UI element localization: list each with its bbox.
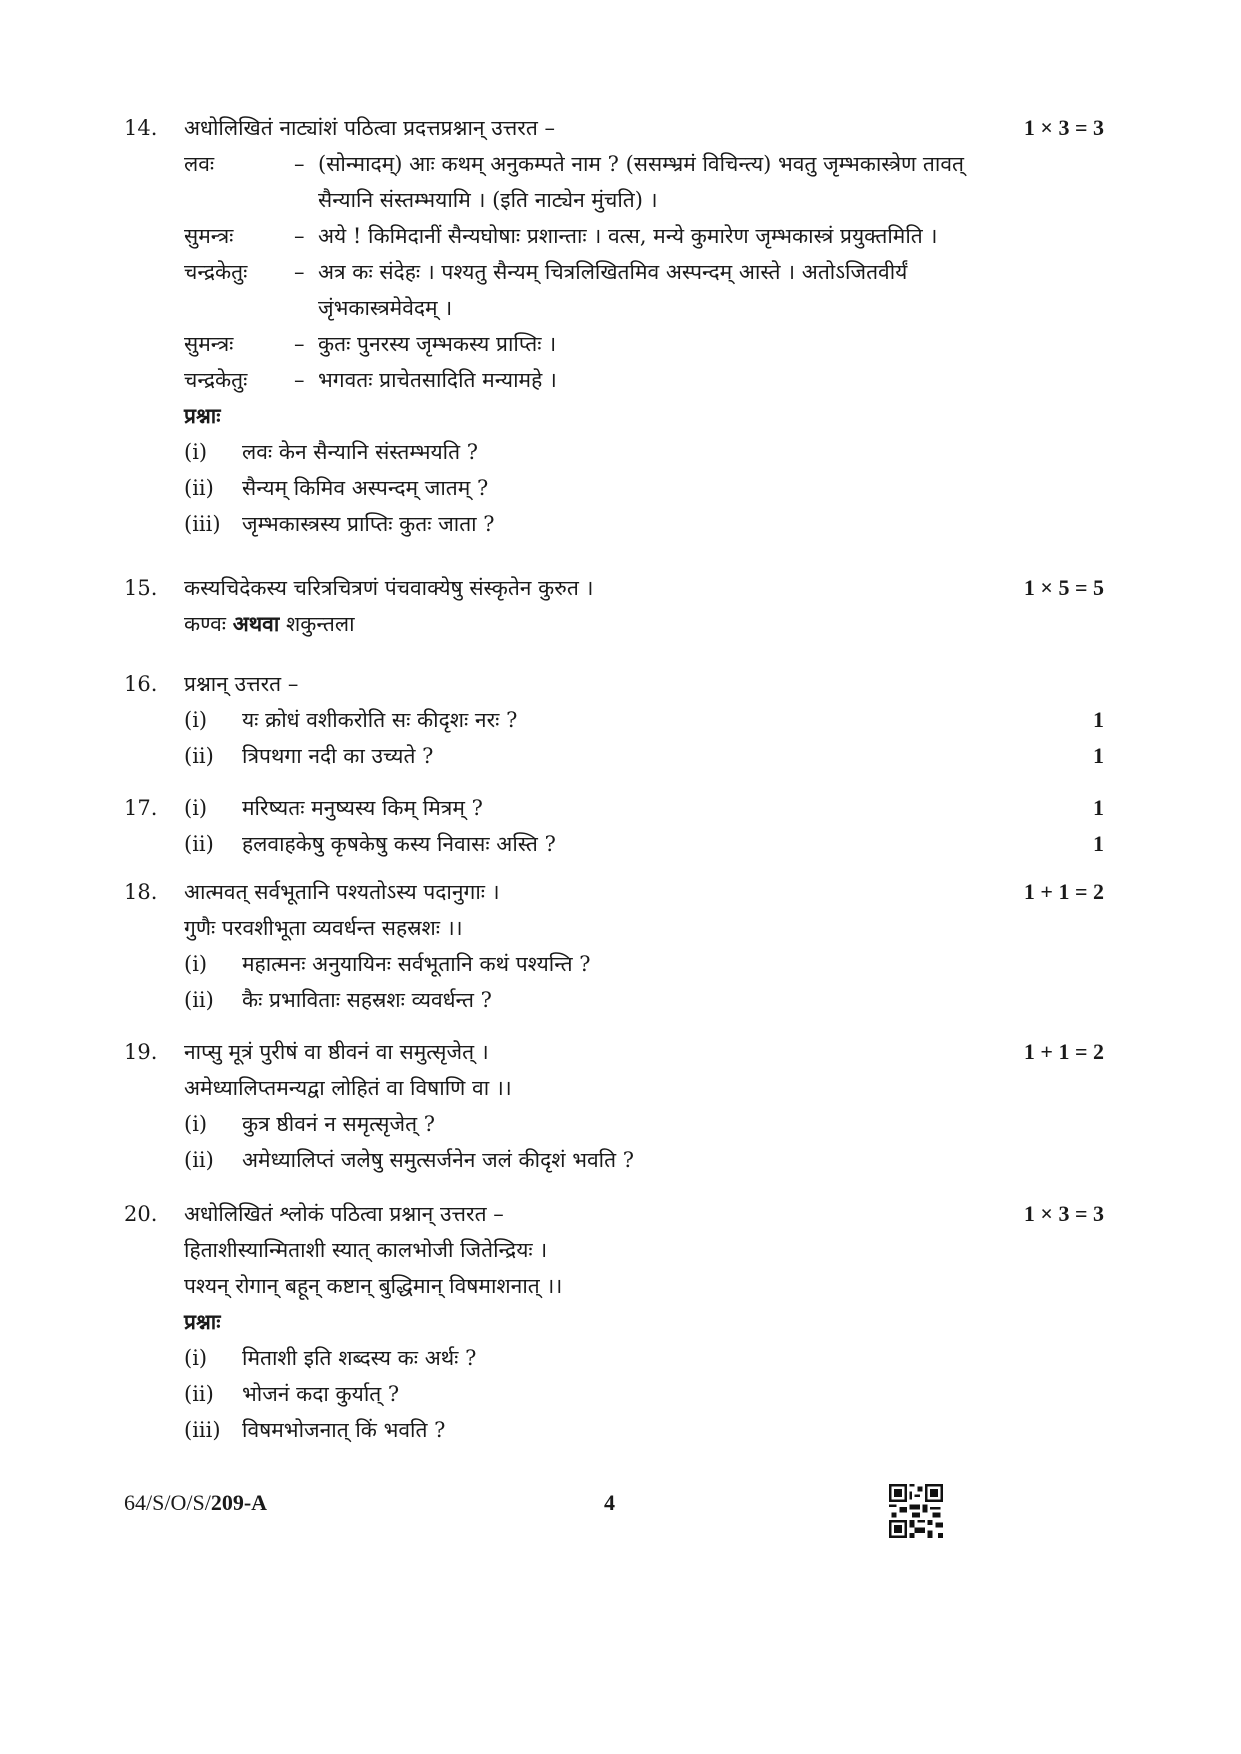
dash: – <box>294 332 305 356</box>
sub-question <box>184 1412 1104 1448</box>
sub-text: कुत्र ष्ठीवनं न समृत्सृजेत् ? <box>242 1112 435 1136</box>
sub-number: (iii) <box>184 1418 221 1442</box>
sub-number: (i) <box>184 1346 208 1370</box>
sub-number: (iii) <box>184 512 221 536</box>
dialogue-line <box>184 326 1104 362</box>
sub-text: जृम्भकास्त्रस्य प्राप्तिः कुतः जाता ? <box>242 512 495 536</box>
question-number: 16. <box>124 672 158 696</box>
sub-question <box>184 1106 1104 1142</box>
sub-number: (ii) <box>184 988 214 1012</box>
sub-text: त्रिपथगा नदी का उच्यते ? <box>242 744 434 768</box>
sub-number: (i) <box>184 708 208 732</box>
dialogue-line <box>184 362 1104 398</box>
sub-question <box>184 826 1104 862</box>
marks: 1 + 1 = 2 <box>1023 879 1104 904</box>
sub-text: कैः प्रभाविताः सहस्रशः व्यवर्धन्त ? <box>242 988 492 1012</box>
sub-question <box>184 1376 1104 1412</box>
speaker: लवः <box>184 152 215 176</box>
question-15 <box>124 570 1104 642</box>
sub-text: भोजनं कदा कुर्यात् ? <box>242 1382 400 1406</box>
marks: 1 + 1 = 2 <box>1023 1039 1104 1064</box>
dialogue-line <box>184 146 1104 218</box>
sub-number: (ii) <box>184 1382 214 1406</box>
paper-code-bold: 209-A <box>210 1490 268 1515</box>
question-number: 18. <box>124 880 158 904</box>
verse-line: नाप्सु मूत्रं पुरीषं वा ष्ठीवनं वा समुत्सृजेत् । <box>184 1040 489 1064</box>
question-17 <box>124 790 1104 862</box>
verse-line: गुणैः परवशीभूता व्यवर्धन्त सहस्रशः ।। <box>184 916 463 940</box>
speaker: सुमन्त्रः <box>184 224 234 248</box>
marks: 1 × 5 = 5 <box>1023 575 1104 600</box>
verse-line: अमेध्यालिप्तमन्यद्वा लोहितं वा विषाणि वा ।। <box>184 1076 512 1100</box>
verse-line: पश्यन् रोगान् बहून् कष्टान् बुद्धिमान् विषमाशनात् ।। <box>184 1274 563 1298</box>
page-footer <box>124 1490 1104 1530</box>
sub-question <box>184 1142 1104 1178</box>
question-18 <box>124 874 1104 1018</box>
speech: (सोन्मादम्) आः कथम् अनुकम्पते नाम ? (ससम्भ्रमं विचिन्त्य) भवतु जृम्भकास्त्रेण तावत् सैन्यानि संस्तम्भयामि । (इति नाट्येन मुंचति) । <box>318 152 964 212</box>
sub-text: विषमभोजनात् किं भवति ? <box>242 1418 446 1442</box>
sub-question <box>184 1340 1104 1376</box>
sub-text: महात्मनः अनुयायिनः सर्वभूतानि कथं पश्यन्ति ? <box>242 952 591 976</box>
choice-line <box>184 606 1104 642</box>
question-text: कस्यचिदेकस्य चरित्रचित्रणं पंचवाक्येषु संस्कृतेन कुरुत । <box>184 576 594 600</box>
dash: – <box>294 260 305 284</box>
dialogue-line <box>184 254 1104 326</box>
sub-question <box>184 946 1104 982</box>
or-label: अथवा <box>232 611 280 636</box>
question-14 <box>124 110 1104 542</box>
speaker: चन्द्रकेतुः <box>184 260 248 284</box>
sub-number: (ii) <box>184 1148 214 1172</box>
sub-question <box>184 470 1104 506</box>
question-16 <box>124 666 1104 774</box>
sub-text: मिताशी इति शब्दस्य कः अर्थः ? <box>242 1346 477 1370</box>
sub-question <box>184 790 1104 826</box>
question-number: 19. <box>124 1040 158 1064</box>
sub-text: मरिष्यतः मनुष्यस्य किम् मित्रम् ? <box>242 796 483 820</box>
paper-code <box>124 1490 267 1516</box>
sub-text: यः क्रोधं वशीकरोति सः कीदृशः नरः ? <box>242 708 518 732</box>
sub-text: लवः केन सैन्यानि संस्तम्भयति ? <box>242 440 478 464</box>
sub-text: हलवाहकेषु कृषकेषु कस्य निवासः अस्ति ? <box>242 832 556 856</box>
sub-question <box>184 982 1104 1018</box>
speech: अये ! किमिदानीं सैन्यघोषाः प्रशान्ताः । वत्स, मन्ये कुमारेण जृम्भकास्त्रं प्रयुक्तमिति । <box>318 224 938 248</box>
speaker: सुमन्त्रः <box>184 332 234 356</box>
dash: – <box>294 368 305 392</box>
sub-number: (ii) <box>184 832 214 856</box>
choice-b: शकुन्तला <box>285 612 355 636</box>
question-20 <box>124 1196 1104 1448</box>
dialogue-line <box>184 218 1104 254</box>
sub-marks: 1 <box>1093 707 1104 732</box>
sub-marks: 1 <box>1093 795 1104 820</box>
speaker: चन्द्रकेतुः <box>184 368 248 392</box>
sub-question <box>184 434 1104 470</box>
sub-number: (ii) <box>184 476 214 500</box>
choice-a: कण्वः <box>184 612 227 636</box>
question-text: प्रश्नान् उत्तरत – <box>184 672 299 696</box>
sub-marks: 1 <box>1093 831 1104 856</box>
marks: 1 × 3 = 3 <box>1023 115 1104 140</box>
questions-label: प्रश्नाः <box>184 403 221 428</box>
marks: 1 × 3 = 3 <box>1023 1201 1104 1226</box>
sub-number: (i) <box>184 1112 208 1136</box>
question-19 <box>124 1034 1104 1178</box>
sub-question <box>184 702 1104 738</box>
sub-number: (ii) <box>184 744 214 768</box>
question-number: 14. <box>124 116 158 140</box>
speech: अत्र कः संदेहः । पश्यतु सैन्यम् चित्रलिखितमिव अस्पन्दम् आस्ते । अतोऽजितवीर्यं जृंभकास्त्रमेवेदम् । <box>318 260 908 320</box>
verse-line: हिताशीस्यान्मिताशी स्यात् कालभोजी जितेन्द्रियः । <box>184 1238 548 1262</box>
verse-line: आत्मवत् सर्वभूतानि पश्यतोऽस्य पदानुगाः । <box>184 880 500 904</box>
sub-number: (i) <box>184 440 208 464</box>
page-number: 4 <box>604 1490 615 1515</box>
question-text: अधोलिखितं श्लोकं पठित्वा प्रश्नान् उत्तरत – <box>184 1202 504 1226</box>
dash: – <box>294 152 305 176</box>
sub-number: (i) <box>184 796 208 820</box>
sub-text: अमेध्यालिप्तं जलेषु समुत्सर्जनेन जलं कीदृशं भवति ? <box>242 1148 635 1172</box>
question-number: 20. <box>124 1202 158 1226</box>
sub-number: (i) <box>184 952 208 976</box>
question-number: 15. <box>124 576 158 600</box>
sub-text: सैन्यम् किमिव अस्पन्दम् जातम् ? <box>242 476 489 500</box>
sub-question <box>184 506 1104 542</box>
questions-label: प्रश्नाः <box>184 1309 221 1334</box>
question-text: अधोलिखितं नाट्यांशं पठित्वा प्रदत्तप्रश्नान् उत्तरत – <box>184 116 555 140</box>
speech: भगवतः प्राचेतसादिति मन्यामहे । <box>318 368 557 392</box>
qr-code-icon <box>889 1484 943 1538</box>
dash: – <box>294 224 305 248</box>
speech: कुतः पुनरस्य जृम्भकस्य प्राप्तिः । <box>318 332 557 356</box>
sub-marks: 1 <box>1093 743 1104 768</box>
question-number: 17. <box>124 796 158 820</box>
paper-code-prefix: 64/S/O/S/ <box>124 1490 211 1515</box>
sub-question <box>184 738 1104 774</box>
